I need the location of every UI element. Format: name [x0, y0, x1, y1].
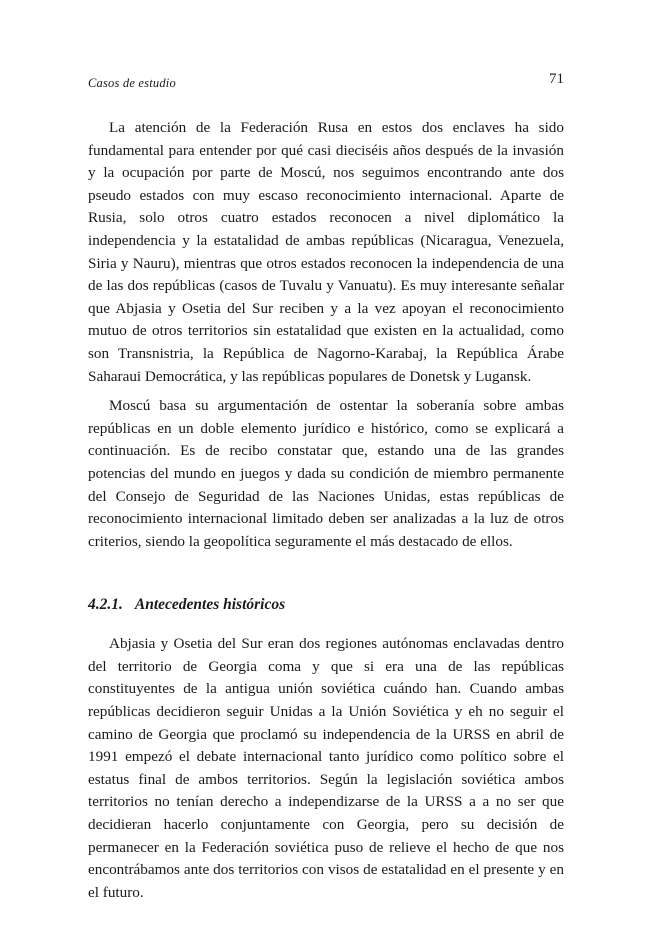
paragraph: Abjasia y Osetia del Sur eran dos regiones autónomas enclavadas dentro del territorio de Georgia coma y que si era una de las repúblicas constituyentes de la antigua unión soviética cuándo han. Cuando ambas repúblicas decidieron seguir Unidas a la Unión Soviética y eh no seguir el camino de Georgia que proclamó su independencia de la URSS en abril de 1991 empezó el debate internacional tanto jurídico como político sobre el estatus final de ambos territorios. Según la legislación soviética ambos territorios no tenían derecho a independizarse de la URSS a a no ser que decidieran hacerlo conjuntamente con Georgia, pero su decisión de permanecer en la Federación soviética puso de relieve el hecho de que nos encontrábamos ante dos territorios con visos de estatalidad en el presente y en el futuro.	[88, 635, 564, 901]
paragraph: La atención de la Federación Rusa en estos dos enclaves ha sido fundamental para entender por qué casi dieciséis años después de la invasión y la ocupación por parte de Moscú, nos seguimos encontrando ante dos pseudo estados con muy escaso reconocimiento internacional. Aparte de Rusia, solo otros cuatro estados reconocen a nivel diplomático la independencia y la estatalidad de ambas repúblicas (Nicaragua, Venezuela, Siria y Nauru), mientras que otros estados reconocen la independencia de una de las dos repúblicas (casos de Tuvalu y Vanuatu). Es muy interesante señalar que Abjasia y Osetia del Sur reciben y a la vez apoyan el reconocimiento mutuo de otros territorios sin estatalidad que existen en la actualidad, como son Transnistria, la República de Nagorno-Karabaj, la República Árabe Saharaui Democrática, y las repúblicas populares de Donetsk y Lugansk.	[88, 119, 564, 385]
page-number: 71	[549, 71, 564, 87]
paragraph: Moscú basa su argumentación de ostentar la soberanía sobre ambas repúblicas en un doble elemento jurídico e histórico, como se explicará a continuación. Es de recibo constatar que, estando una de las grandes potencias del mundo en juegos y dada su condición de miembro permanente del Consejo de Seguridad de las Naciones Unidas, estas repúblicas de reconocimiento internacional limitado deben ser analizadas a la luz de otros criterios, siendo la geopolítica seguramente el más destacado de ellos.	[88, 397, 564, 550]
section-heading	[88, 595, 564, 615]
body-text	[88, 117, 564, 904]
section-title: Antecedentes históricos	[134, 596, 286, 614]
running-header-title: Casos de estudio	[88, 76, 176, 90]
section-number: 4.2.1.	[88, 596, 123, 614]
